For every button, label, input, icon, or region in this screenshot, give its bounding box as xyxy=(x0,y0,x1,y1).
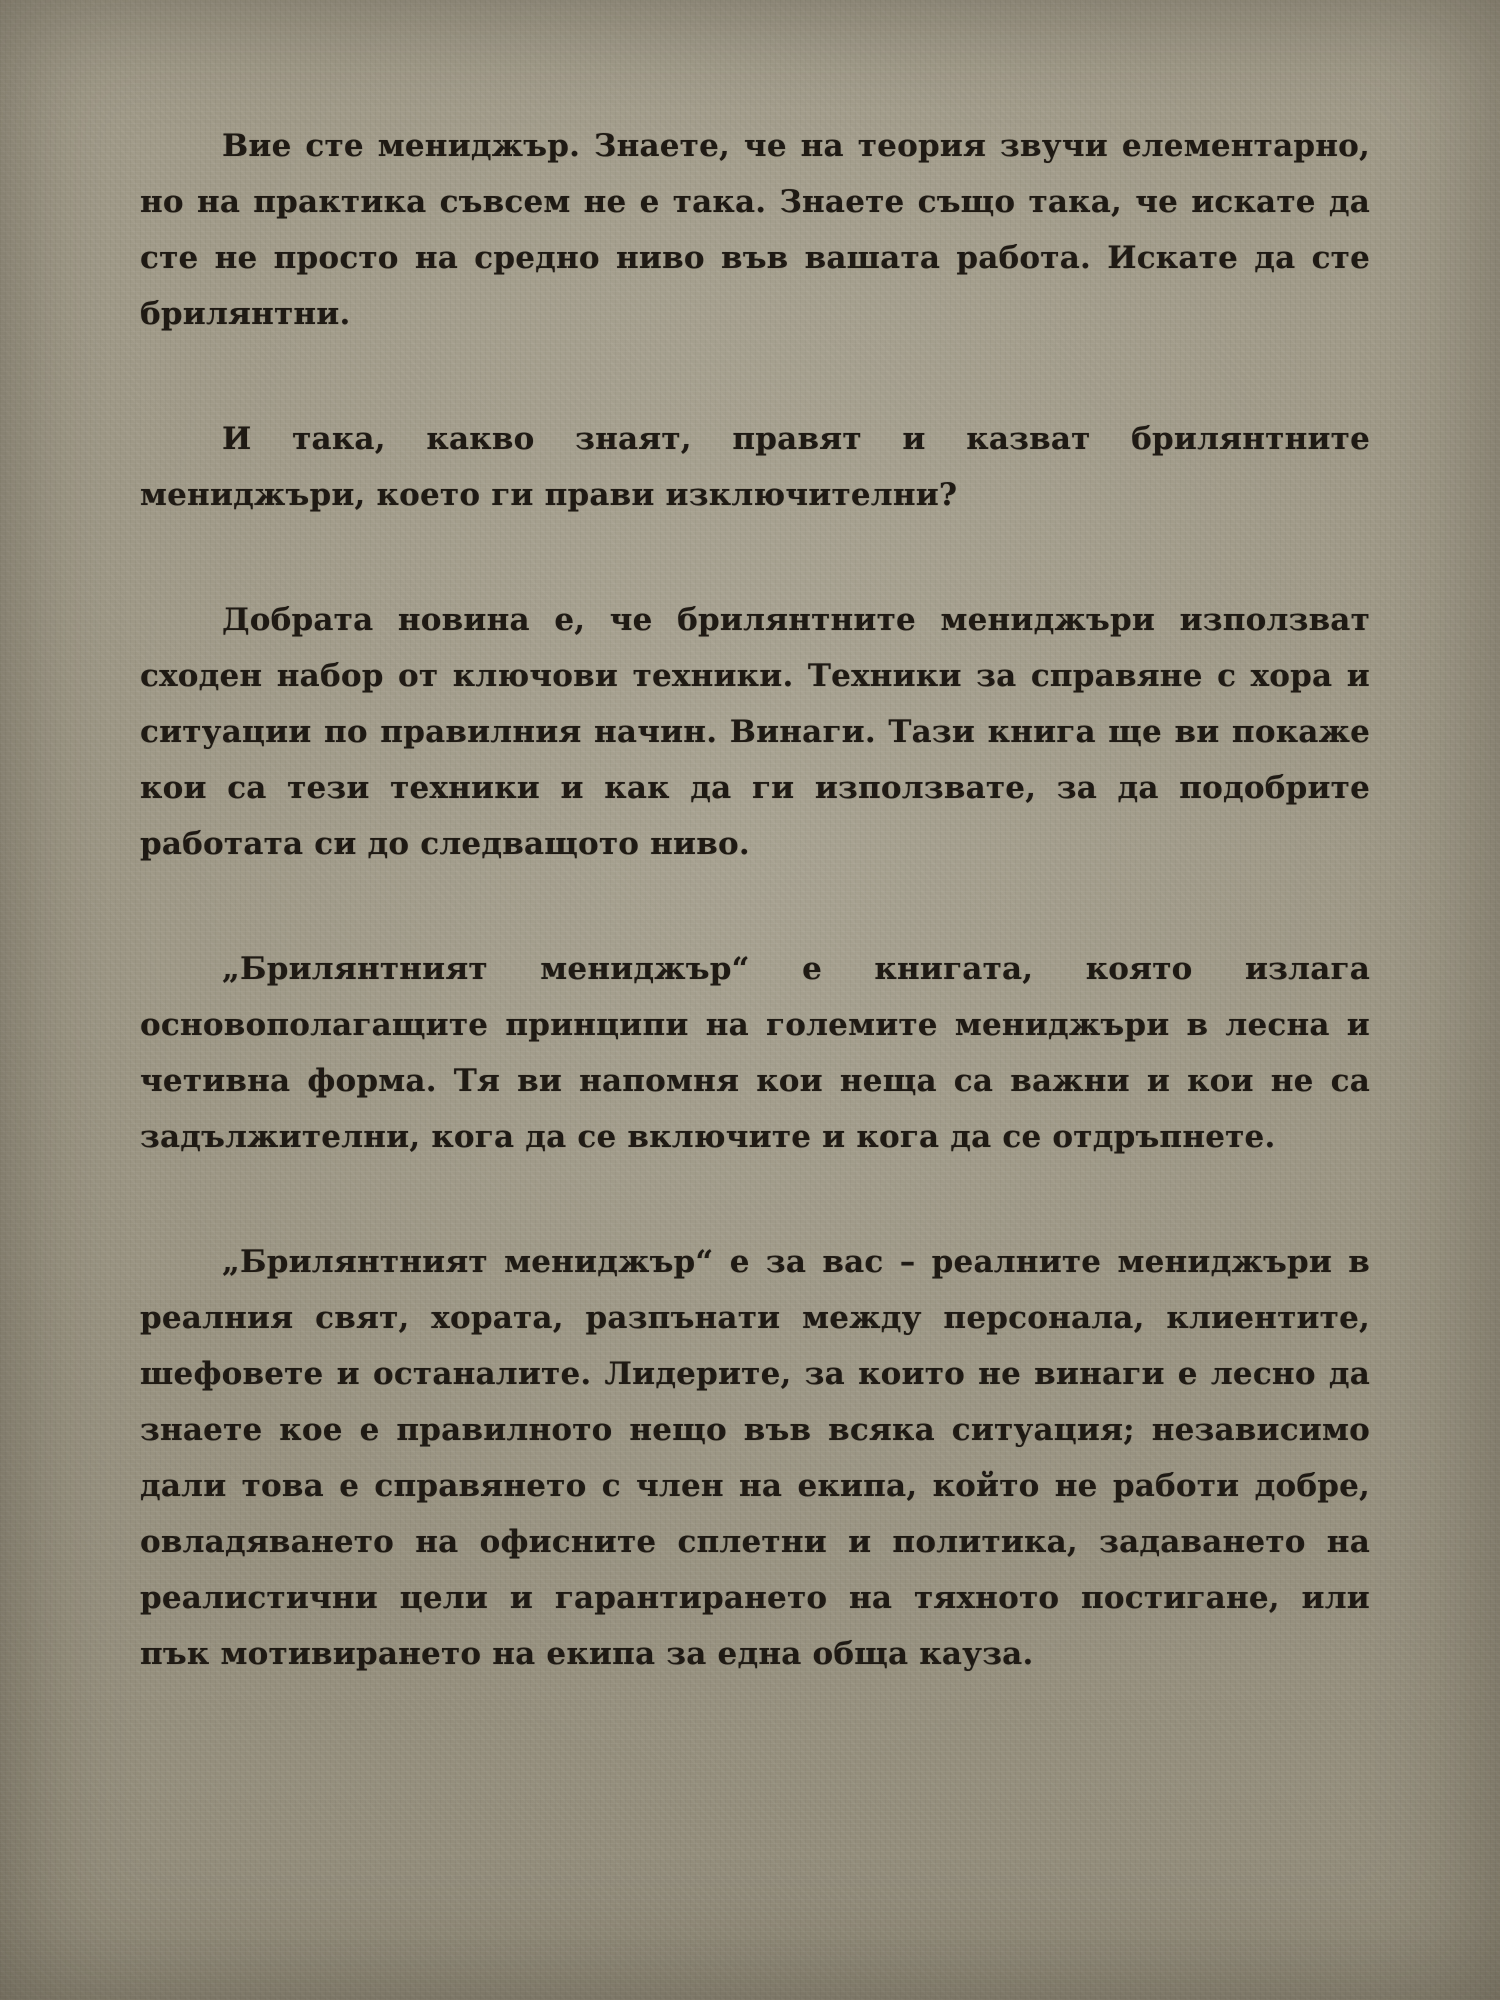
paragraph-book-description: „Брилянтният мениджър“ е книгата, която излага основополагащите принципи на големите мениджъри в лесна и четивна форма. Тя ви напомня кои неща са важни и кои не са задължителни, кога да се включите и кога да се отдръпнете. xyxy=(140,951,1370,1155)
paragraph-audience: „Брилянтният мениджър“ е за вас – реалните мениджъри в реалния свят, хората, разпънати между персонала, клиентите, шефовете и останалите. Лидерите, за които не винаги е лесно да знаете кое е правилното нещо във всяка ситуация; независимо дали това е справянето с член на екипа, който не работи добре, овладяването на офисните сплетни и политика, задаването на реалистични цели и гарантирането на тяхното постигане, или пък мотивирането на екипа за една обща кауза. xyxy=(140,1244,1370,1672)
cover-text-block xyxy=(140,118,1370,1682)
paragraph-intro: Вие сте мениджър. Знаете, че на теория звучи елементарно, но на практика съвсем не е така. Знаете също така, че искате да сте не просто на средно ниво във вашата работа. Искате да сте брилянтни. xyxy=(140,128,1370,332)
paragraph-question: И така, какво знаят, правят и казват брилянтните мениджъри, което ги прави изключителни? xyxy=(140,421,1370,513)
paragraph-good-news: Добрата новина е, че брилянтните мениджъри използват сходен набор от ключови техники. Техники за справяне с хора и ситуации по правилния начин. Винаги. Тази книга ще ви покаже кои са тези техники и как да ги използвате, за да подобрите работата си до следващото ниво. xyxy=(140,602,1370,862)
